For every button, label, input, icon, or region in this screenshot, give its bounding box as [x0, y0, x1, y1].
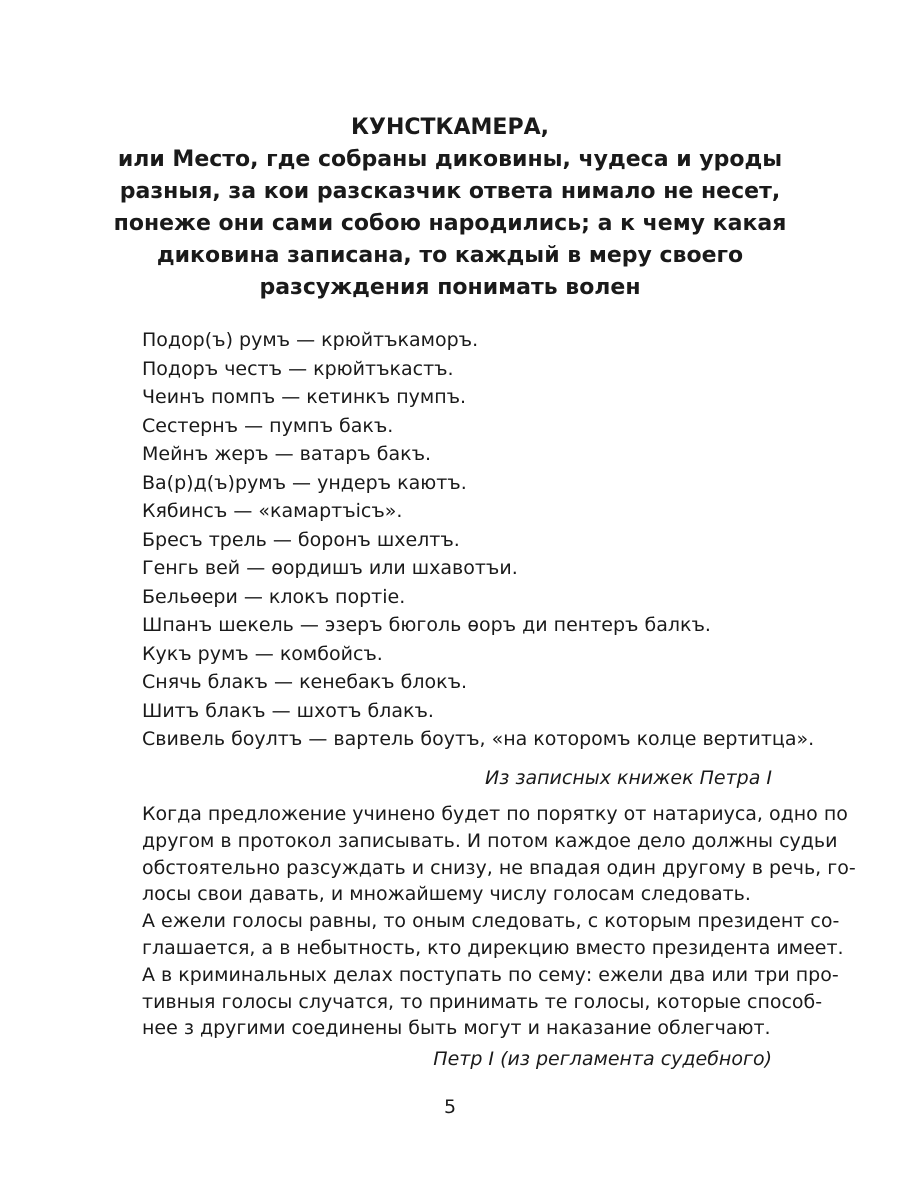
glossary-line: Шитъ блакъ — шхотъ блакъ. [142, 699, 434, 722]
chapter-title [110, 112, 790, 304]
glossary-line: Генгь вей — ѳордишъ или шхавотъи. [142, 557, 518, 579]
glossary-line: Бельѳери — клокъ портіе. [142, 585, 406, 608]
title-line: разсуждения понимать волен [259, 275, 641, 300]
prose-line: нее з другими соединены быть могут и наказание облегчают. [142, 1017, 771, 1040]
prose-line: лосы свои давать, и множайшему числу голосам следовать. [142, 883, 751, 906]
regulation-paragraph [142, 801, 856, 1042]
prose-line: другом в протокол записывать. И потом каждое дело должны судьи [142, 829, 838, 852]
glossary-line: Свивель боултъ — вартель боутъ, «на которомъ колце вертитца». [142, 728, 815, 750]
regulation-attribution: Петр I (из регламента судебного) [433, 1048, 772, 1070]
glossary-line: Кябинсъ — «камартъісъ». [142, 500, 403, 522]
glossary-line: Сестернъ — пумпъ бакъ. [142, 414, 394, 437]
ship-terms-glossary [142, 326, 815, 754]
glossary-line: Подор(ъ) румъ — крюйтъкаморъ. [142, 329, 479, 351]
glossary-line: Снячь блакъ — кенебакъ блокъ. [142, 671, 468, 693]
title-line: или Место, где собраны диковины, чудеса и уроды [117, 147, 783, 172]
glossary-line: Кукъ румъ — комбойсъ. [142, 642, 383, 665]
glossary-line: Мейнъ жеръ — ватаръ бакъ. [142, 443, 432, 465]
page-number: 5 [443, 1096, 457, 1118]
prose-line: Когда предложение учинено будет по порятку от натариуса, одно по [142, 803, 848, 825]
title-line: понеже они сами собою народились; а к чему какая [113, 211, 787, 236]
glossary-line: Шпанъ шекель — эзеръ бюголь ѳоръ ди пентеръ балкъ. [142, 614, 711, 636]
prose-line: обстоятельно разсуждать и снизу, не впадая один другому в речь, го- [142, 856, 856, 879]
prose-line: А в криминальных делах поступать по сему: ежели два или три про- [142, 963, 839, 986]
glossary-line: Бресъ трель — боронъ шхелтъ. [142, 528, 460, 551]
prose-line: А ежели голосы равны, то оным следовать, с которым президент со- [142, 910, 840, 933]
glossary-attribution: Из записных книжек Петра I [485, 767, 772, 789]
prose-line: тивныя голосы случатся, то принимать те голосы, которые способ- [142, 990, 823, 1013]
title-line: разныя, за кои разсказчик ответа нимало не несет, [119, 179, 781, 204]
title-line: КУНСТКАМЕРА, [351, 115, 549, 140]
prose-line: глашается, а в небытность, кто дирекцию вместо президента имеет. [142, 936, 844, 959]
glossary-line: Ва(р)д(ъ)румъ — ундеръ каютъ. [142, 471, 467, 494]
glossary-line: Чеинъ помпъ — кетинкъ пумпъ. [142, 386, 467, 408]
title-line: диковина записана, то каждый в меру своего [156, 243, 744, 268]
glossary-line: Подоръ честъ — крюйтъкастъ. [142, 357, 454, 380]
